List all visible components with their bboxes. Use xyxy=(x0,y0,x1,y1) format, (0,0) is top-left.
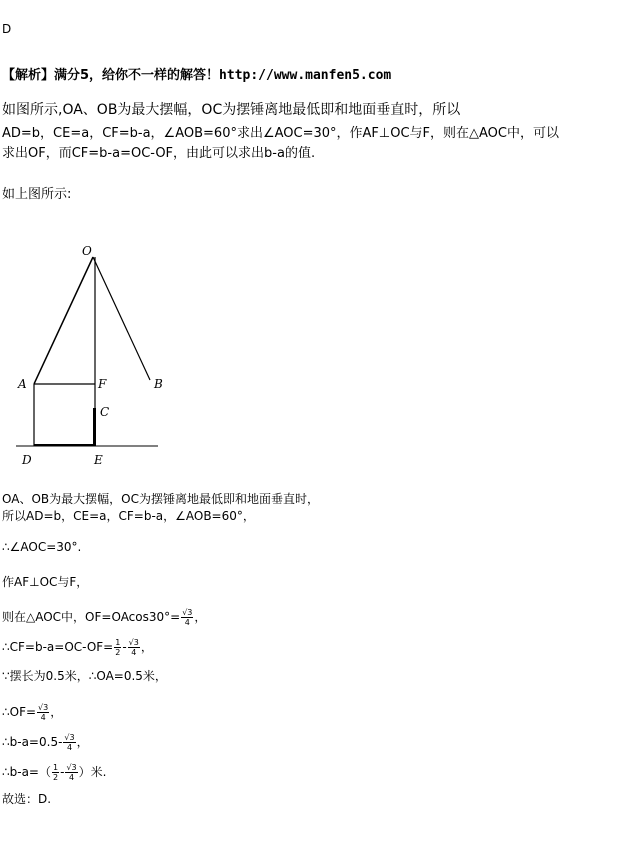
analysis-line-3: 求出OF，而CF=b-a=OC-OF，由此可以求出b-a的值. xyxy=(2,146,316,161)
block-CE xyxy=(93,408,96,446)
line-OA xyxy=(34,257,93,384)
solution-line-6: ∴CF=b-a=OC-OF= $\frac{1}{2}$ - $\frac{√3}{4}$ ， xyxy=(2,638,153,657)
analysis-tag: 【解析】满分5，给你不一样的解答！ xyxy=(2,68,220,83)
site-url: http://www.manfen5.com xyxy=(219,68,392,83)
solution-line-2: 所以AD=b，CE=a，CF=b-a，∠AOB=60°， xyxy=(2,509,255,523)
label-B: B xyxy=(154,377,163,391)
solution-line-1: OA、OB为最大摆幅，OC为摆锤离地最低即和地面垂直时， xyxy=(2,492,319,506)
label-E: E xyxy=(94,453,103,467)
solution-line-8: ∴OF= $\frac{√3}{4}$ ， xyxy=(2,703,63,722)
solution-line-5: 则在△AOC中，OF=OAcos30°= $\frac{√3}{4}$ ， xyxy=(2,608,207,627)
solution-line-10: ∴b-a=（ $\frac{1}{2}$ - $\frac{√3}{4}$ ）米. xyxy=(2,763,107,782)
label-O: O xyxy=(82,244,92,258)
analysis-header xyxy=(2,64,391,83)
solution-line-11: 故选：D. xyxy=(2,792,52,806)
label-A: A xyxy=(18,377,27,391)
line-OB xyxy=(93,257,150,380)
label-C: C xyxy=(100,405,110,419)
solution-line-3: ∴∠AOC=30°. xyxy=(2,540,82,554)
label-F: F xyxy=(98,377,107,391)
answer-letter: D xyxy=(2,22,12,36)
analysis-line-2: AD=b，CE=a，CF=b-a，∠AOB=60°求出∠AOC=30°，作AF⊥OC与F，则在△AOC中，可以 xyxy=(2,126,559,141)
pendulum-figure xyxy=(0,238,200,473)
solution-line-9: ∴b-a=0.5- $\frac{√3}{4}$ ， xyxy=(2,733,89,752)
label-D: D xyxy=(22,453,32,467)
figure-caption: 如上图所示: xyxy=(2,187,72,202)
solution-line-7: ∵摆长为0.5米，∴OA=0.5米， xyxy=(2,669,167,683)
analysis-line-1: 如图所示,OA、OB为最大摆幅，OC为摆锤离地最低即和地面垂直时，所以 xyxy=(2,102,461,118)
solution-line-4: 作AF⊥OC与F， xyxy=(2,575,89,589)
